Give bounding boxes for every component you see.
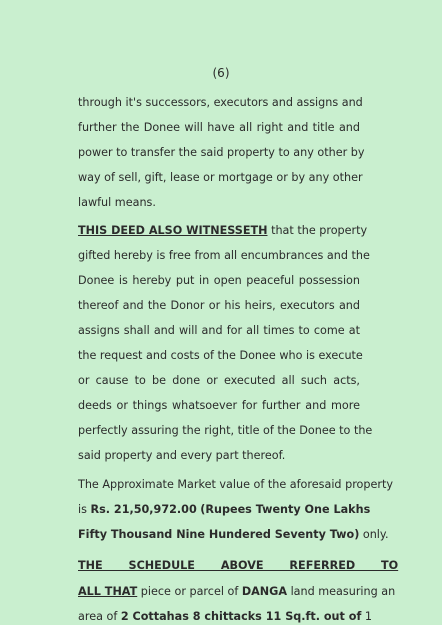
- schedule-heading: [78, 559, 399, 572]
- market-value-amount: Rs. 21,50,972.00: [90, 503, 197, 516]
- land-area: 2 Cottahas 8 chittacks 11 Sq.ft. out of: [120, 610, 362, 623]
- amount-in-words: Fifty Thousand Nine Hundered Seventy Two): [78, 528, 360, 541]
- paragraph-line: gifted hereby is free from all encumbrances and the: [78, 249, 370, 262]
- paragraph-line: assigns shall and will and for all times to come at: [78, 324, 360, 337]
- paragraph-text: land measuring an: [290, 585, 396, 598]
- paragraph-line: or cause to be done or executed all such acts,: [78, 374, 360, 387]
- paragraph-text: is: [78, 503, 87, 516]
- paragraph-text: area of: [78, 610, 118, 623]
- land-type: DANGA: [241, 585, 287, 598]
- paragraph-line: further the Donee will have all right and title and: [78, 121, 360, 134]
- paragraph-line: lawful means.: [78, 196, 156, 209]
- deed-heading: THIS DEED ALSO WITNESSETH: [78, 224, 268, 237]
- paragraph-line: [78, 585, 396, 598]
- paragraph-line: the request and costs of the Donee who is execute: [78, 349, 363, 362]
- paragraph-line: thereof and the Donor or his heirs, executors and: [78, 299, 360, 312]
- amount-in-words: (Rupees Twenty One Lakhs: [200, 503, 371, 516]
- paragraph-line: [78, 610, 373, 623]
- paragraph-text: only.: [362, 528, 389, 541]
- paragraph-line: power to transfer the said property to any other by: [78, 146, 365, 159]
- paragraph-line: way of sell, gift, lease or mortgage or by any other: [78, 171, 363, 184]
- all-that-label: ALL THAT: [78, 585, 138, 598]
- paragraph-line: [78, 528, 389, 541]
- paragraph-line: through it's successors, executors and assigns and: [78, 96, 363, 109]
- paragraph-text: that the property: [271, 224, 368, 237]
- paragraph-text: 1: [364, 610, 373, 623]
- paragraph-line: The Approximate Market value of the aforesaid property: [78, 478, 393, 491]
- paragraph-line: said property and every part thereof.: [78, 449, 286, 462]
- paragraph-line: deeds or things whatsoever for further and more: [78, 399, 360, 412]
- paragraph-line: [78, 224, 368, 237]
- schedule-heading-text: THE SCHEDULE ABOVE REFERRED TO: [78, 559, 399, 572]
- paragraph-line: perfectly assuring the right, title of the Donee to the: [78, 424, 373, 437]
- page-number: (6): [212, 66, 230, 80]
- paragraph-line: [78, 503, 371, 516]
- paragraph-text: piece or parcel of: [140, 585, 239, 598]
- paragraph-line: Donee is hereby put in open peaceful possession: [78, 274, 360, 287]
